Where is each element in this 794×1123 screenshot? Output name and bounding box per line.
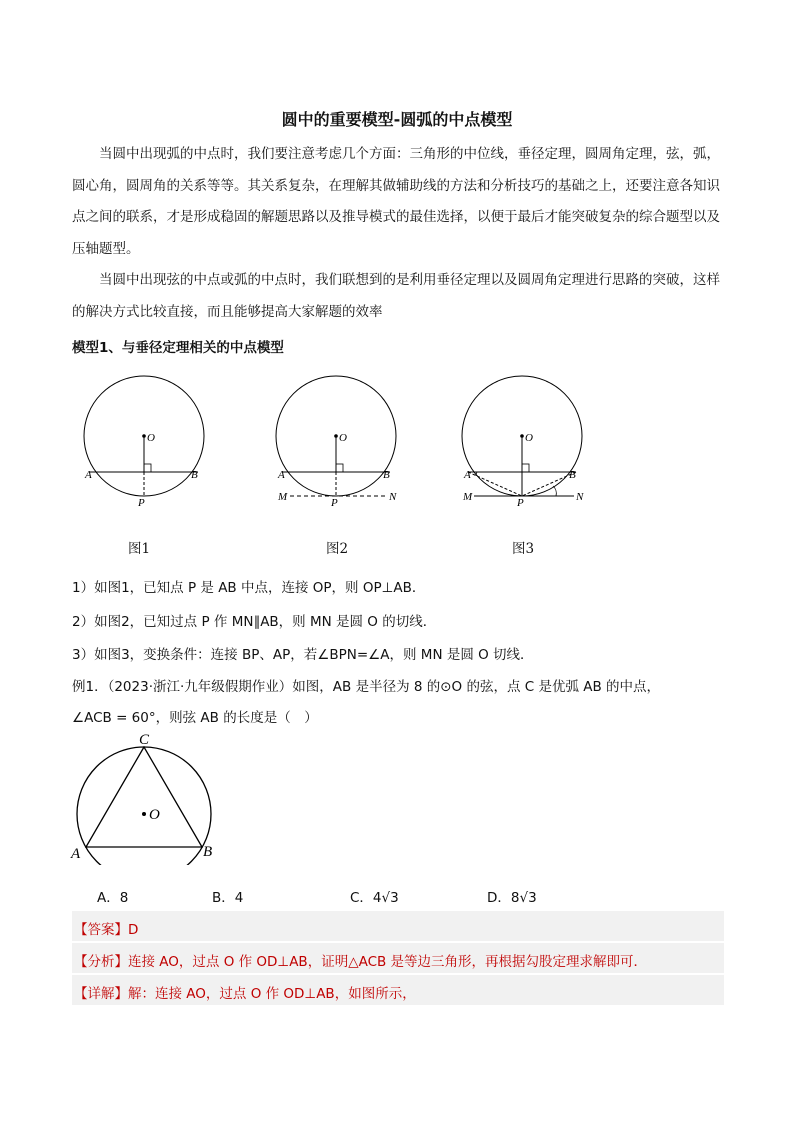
analysis-line [74,950,647,970]
intro-paragraph-2: 当圆中出现弦的中点或弧的中点时，我们联想到的是利用垂径定理以及圆周角定理进行思路的突破，这样的解决方式比较直接，而且能够提高大家解题的效率 [72,272,720,320]
detail-line [74,982,416,1002]
svg-text:O: O [149,807,160,823]
model-heading: 模型1、与垂径定理相关的中点模型 [72,340,284,356]
label-o: O [147,432,155,444]
svg-text:O: O [525,432,533,444]
example-figure [68,730,228,865]
svg-text:A: A [71,846,81,862]
svg-text:A: A [278,469,285,481]
option-a[interactable]: A．8 [97,890,129,906]
figure-3 [455,372,595,512]
answer-band [72,911,724,941]
svg-text:O: O [339,432,347,444]
detail-text: 解：连接 AO，过点 O 作 OD⊥AB，如图所示， [128,986,416,1002]
svg-text:M: M [463,491,473,503]
svg-text:C: C [139,732,150,748]
svg-text:N: N [389,491,397,503]
svg-text:P: P [331,497,338,509]
detail-label: 【详解】 [74,986,128,1002]
label-b: B [191,469,198,481]
label-a: A [85,469,92,481]
example-question-line-1: 例1．（2023·浙江·九年级假期作业）如图，AB 是半径为 8 的⊙O 的弦，点 C 是优弧 AB 的中点， [72,679,661,695]
option-b[interactable]: B．4 [212,890,244,906]
caption-figure-1: 图1 [128,541,151,557]
page-title: 圆中的重要模型-圆弧的中点模型 [281,110,513,129]
svg-text:M: M [278,491,288,503]
answer-line [74,918,138,938]
svg-text:A: A [464,469,471,481]
option-c[interactable]: C．4√3 [350,890,399,906]
figure-1 [75,372,215,512]
caption-figure-2: 图2 [326,541,349,557]
answer-value: D [128,922,139,938]
svg-text:B: B [203,844,213,860]
analysis-text: 连接 AO，过点 O 作 OD⊥AB，证明△ACB 是等边三角形，再根据勾股定理求解即可． [128,954,648,970]
statement-3: 3）如图3，变换条件：连接 BP、AP，若∠BPN=∠A，则 MN 是圆 O 切线． [72,647,534,663]
analysis-label: 【分析】 [74,954,128,970]
svg-text:B: B [383,469,390,481]
example-question-line-2: ∠ACB = 60°，则弦 AB 的长度是（ ） [72,710,318,726]
figure-2 [270,372,410,512]
option-d[interactable]: D．8√3 [487,890,537,906]
caption-figure-3: 图3 [512,541,535,557]
statement-2: 2）如图2，已知过点 P 作 MN∥AB，则 MN 是圆 O 的切线． [72,614,437,630]
answer-label: 【答案】 [74,922,128,938]
statement-1: 1）如图1，已知点 P 是 AB 中点，连接 OP，则 OP⊥AB． [72,580,426,596]
svg-text:N: N [576,491,584,503]
intro-paragraph-1: 当圆中出现弧的中点时，我们要注意考虑几个方面：三角形的中位线，垂径定理，圆周角定理，弦，弧，圆心角，圆周角的关系等等。其关系复杂，在理解其做辅助线的方法和分析技巧的基础之上，还要注意各知识点之间的联系，才是形成稳固的解题思路以及推导模式的最佳选择，以便于最后才能突破复杂的综合题型以及压轴题型。 [72,146,720,257]
label-p: P [138,497,145,509]
svg-text:B: B [569,469,576,481]
svg-text:P: P [517,497,524,509]
